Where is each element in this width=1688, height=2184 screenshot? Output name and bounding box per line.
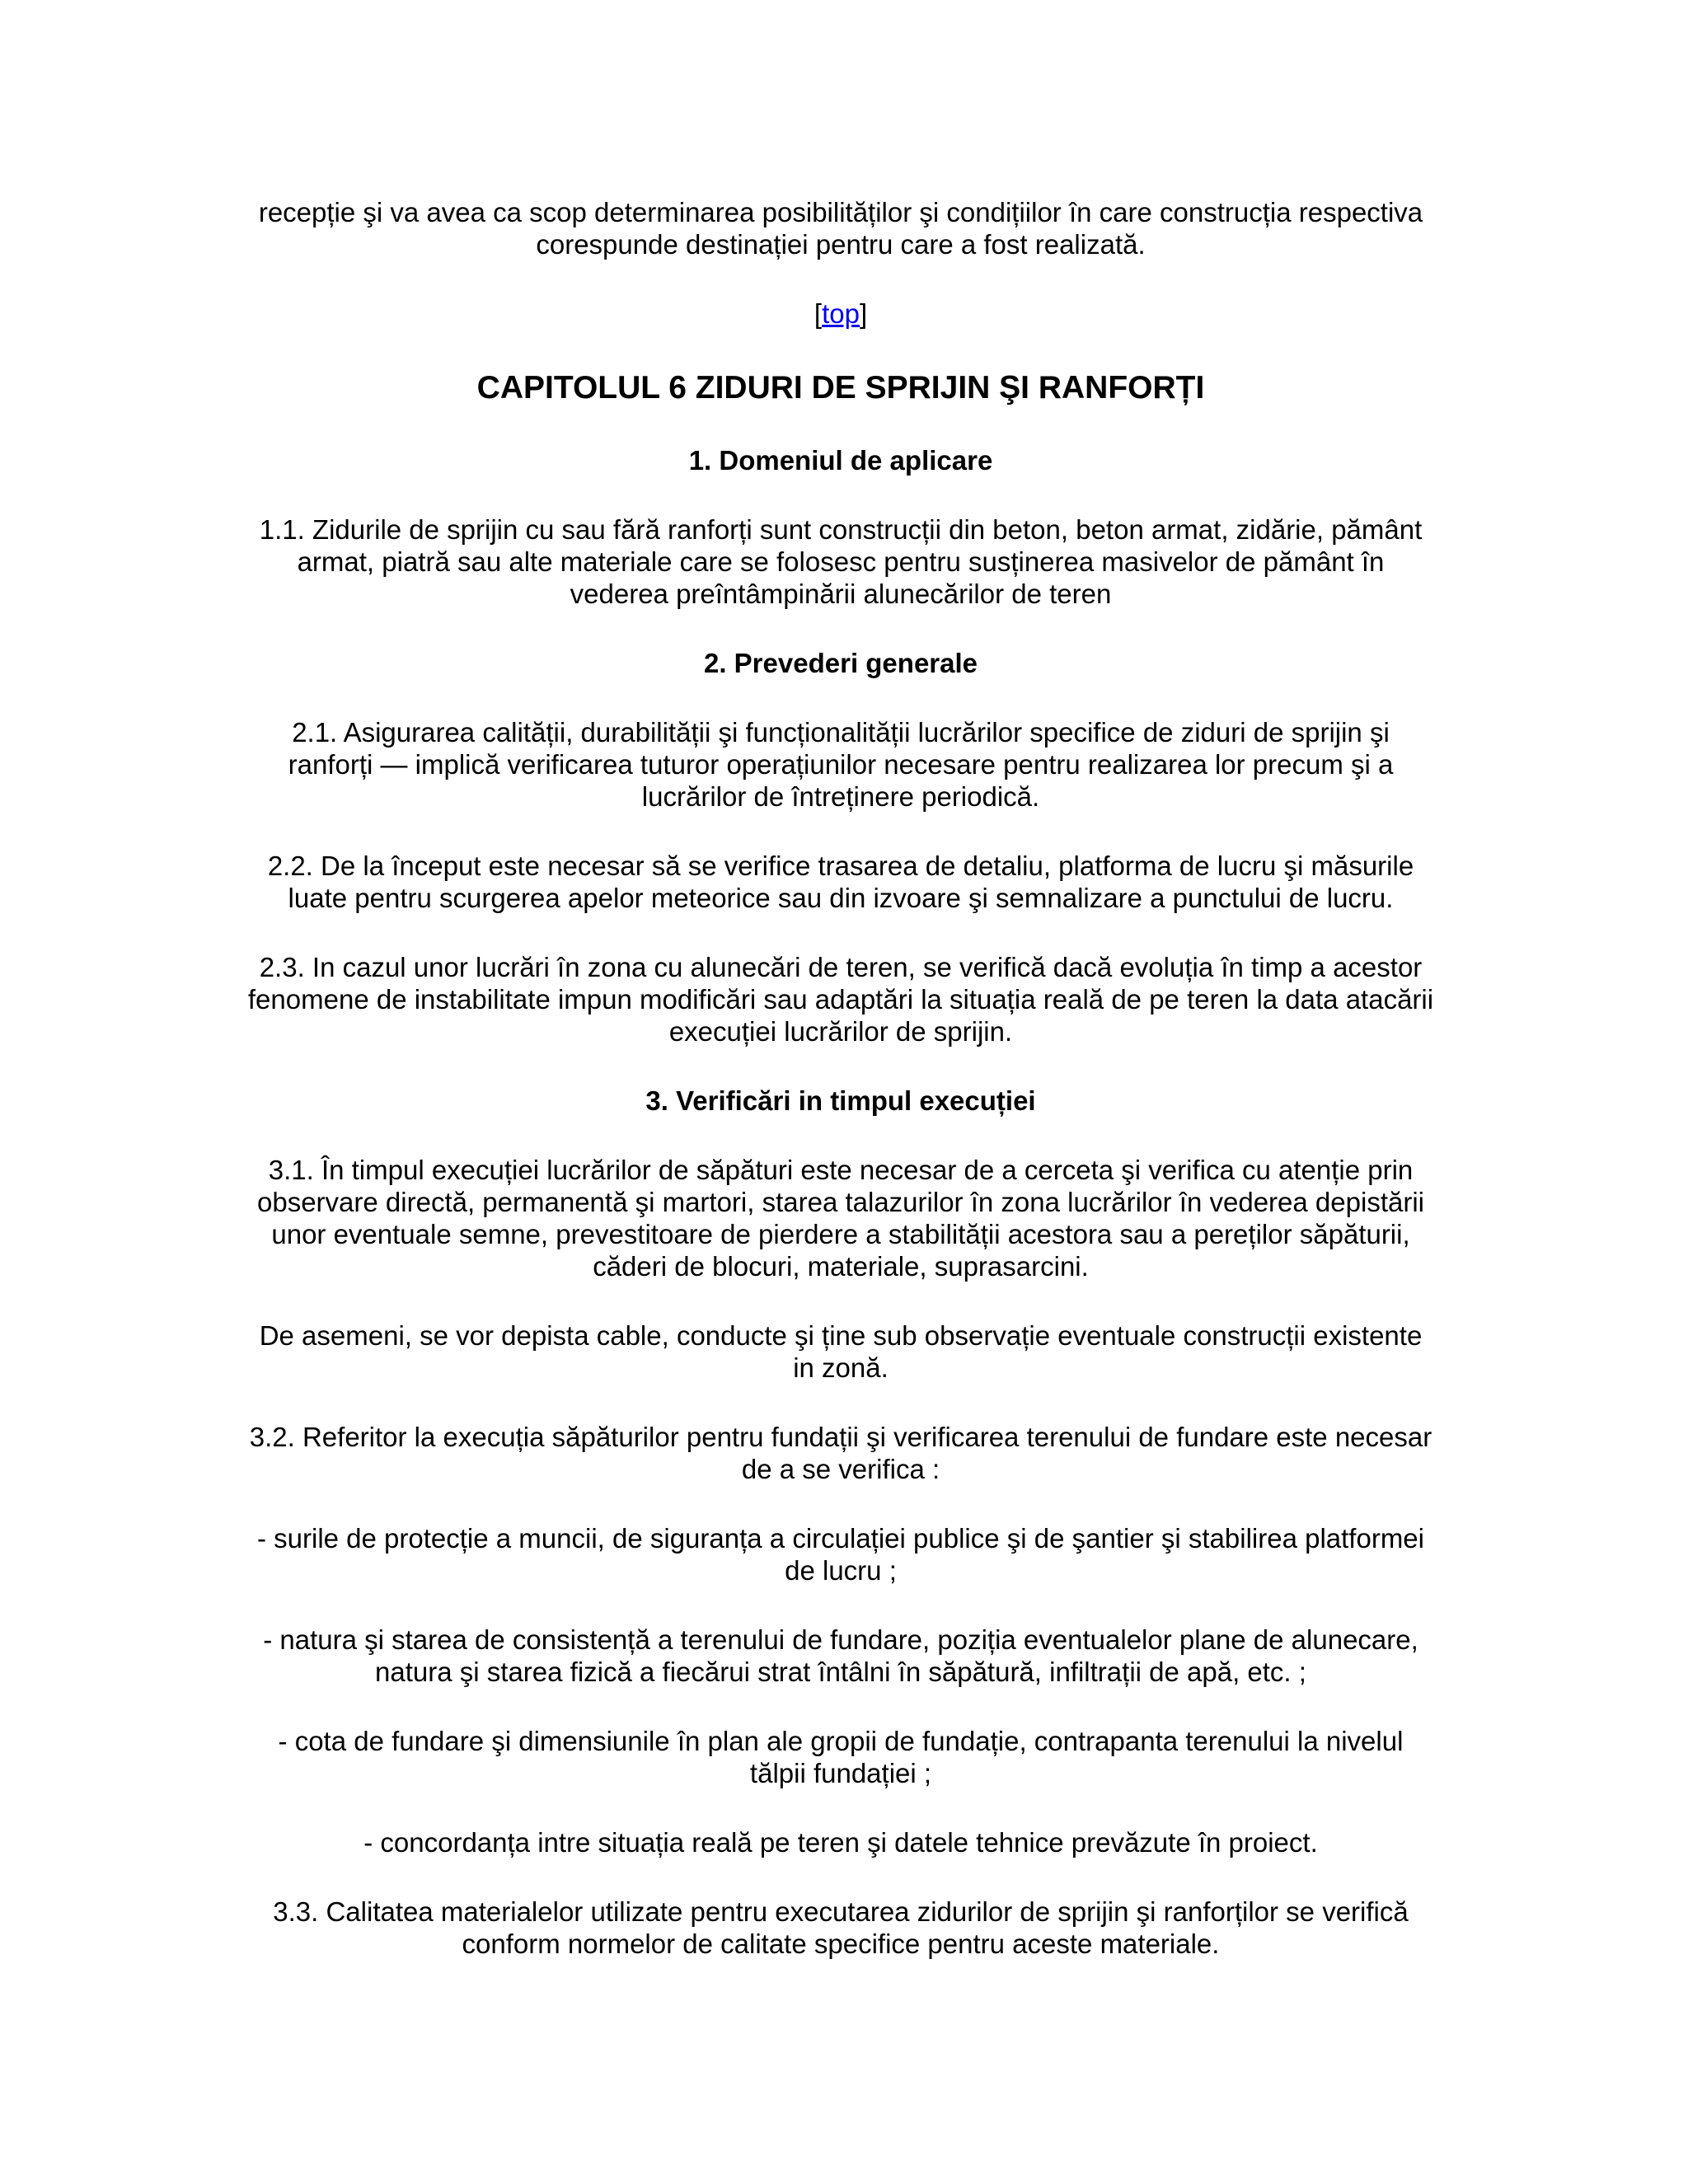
paragraph-2-2: 2.2. De la început este necesar să se verifice trasarea de detaliu, platforma de lucru şi măsurile luate pentru scurgerea apelor meteorice sau din izvoare şi semnalizare a punctului de lucru. xyxy=(267,851,1414,913)
list-item-concordanta: - concordanța intre situația reală pe teren şi datele tehnice prevăzute în proiect. xyxy=(363,1827,1318,1858)
chapter-title: CAPITOLUL 6 ZIDURI DE SPRIJIN ŞI RANFORȚI xyxy=(476,370,1205,405)
top-link[interactable]: top xyxy=(822,298,860,329)
section-prevederi-generale xyxy=(247,647,1434,1047)
top-link-row xyxy=(247,298,1434,330)
paragraph-3-2: 3.2. Referitor la execuția săpăturilor pentru fundații şi verificarea terenului de fundare este necesar de a se verifica : xyxy=(249,1422,1432,1484)
section-heading: 3. Verificări in timpul execuției xyxy=(645,1085,1036,1116)
paragraph-3-3: 3.3. Calitatea materialelor utilizate pentru executarea zidurilor de sprijin şi ranforților se verifică conform normelor de calitate specifice pentru aceste materiale. xyxy=(273,1896,1409,1959)
paragraph-2-1: 2.1. Asigurarea calității, durabilității şi funcționalității lucrărilor specifice de ziduri de sprijin şi ranforți — implică verificarea tuturor operațiunilor necesare pentru realizarea lor precum şi a lucrărilor de întreținere periodică. xyxy=(288,717,1394,812)
list-item-masuri-protectie: - surile de protecție a muncii, de siguranța a circulației publice şi de şantier şi stabilirea platformei de lucru ; xyxy=(256,1523,1424,1586)
close-bracket: ] xyxy=(859,298,868,329)
intro-paragraph: recepție şi va avea ca scop determinarea posibilităților şi condițiilor în care construcția respectiva corespunde destinației pentru care a fost realizată. xyxy=(258,197,1423,260)
paragraph-2-3: 2.3. In cazul unor lucrări în zona cu alunecări de teren, se verifică dacă evoluția în timp a acestor fenomene de instabilitate impun modificări sau adaptări la situația reală de pe teren la data atacării execuției lucrărilor de sprijin. xyxy=(247,952,1434,1047)
section-heading: 1. Domeniul de aplicare xyxy=(688,445,993,476)
list-item-natura-teren: - natura şi starea de consistență a terenului de fundare, poziția eventualelor plane de alunecare, natura şi starea fizică a fiecărui strat întâlni în săpătură, infiltrații de apă, etc. ; xyxy=(263,1624,1418,1687)
section-verificari-in-timpul-executiei xyxy=(247,1085,1434,1960)
document-page xyxy=(247,196,1434,1997)
paragraph-1-1: 1.1. Zidurile de sprijin cu sau fără ranforți sunt construcții din beton, beton armat, zidărie, pământ armat, piatră sau alte materiale care se folosesc pentru susținerea masivelor de pământ în vederea preîntâmpinării alunecărilor de teren xyxy=(259,514,1423,609)
paragraph-de-asemeni: De asemeni, se vor depista cable, conducte şi ține sub observație eventuale construcții existente in zonă. xyxy=(259,1320,1423,1383)
open-bracket: [ xyxy=(814,298,823,329)
section-domeniul-de-aplicare xyxy=(247,444,1434,610)
paragraph-3-1: 3.1. În timpul execuției lucrărilor de săpături este necesar de a cerceta şi verifica cu atenție prin observare directă, permanentă şi martori, starea talazurilor în zona lucrărilor în vederea depistării unor eventuale semne, prevestitoare de pierdere a stabilității acestora sau a pereților săpăturii, căderi de blocuri, materiale, suprasarcini. xyxy=(257,1155,1424,1282)
list-item-cota-fundare: - cota de fundare şi dimensiunile în plan ale gropii de fundație, contrapanta terenului la nivelul tălpii fundației ; xyxy=(278,1726,1404,1788)
section-heading: 2. Prevederi generale xyxy=(703,648,978,678)
